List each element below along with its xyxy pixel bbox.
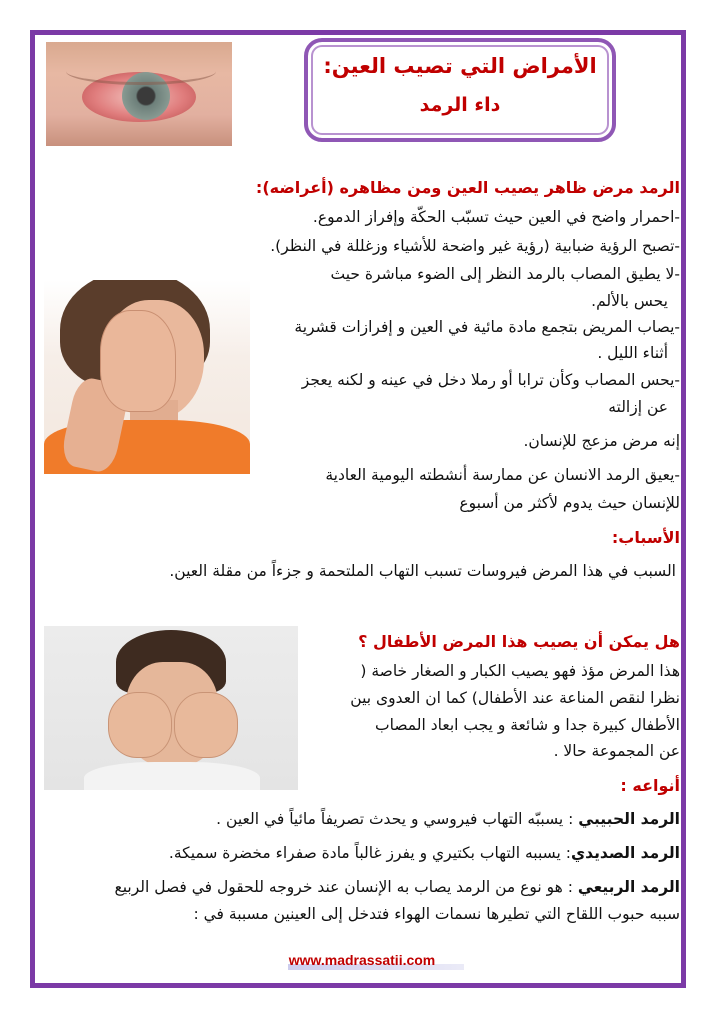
children-line: هذا المرض مؤذ فهو يصيب الكبار و الصغار خاصة ( (360, 662, 680, 680)
children-line: عن المجموعة حالا . (553, 742, 680, 760)
woman-rubbing-eye-photo (44, 280, 250, 474)
symptoms-heading: الرمد مرض ظاهر يصيب العين ومن مظاهره (أعراضه): (255, 178, 680, 197)
children-line: الأطفال كبيرة جدا و شائعة و يجب ابعاد المصاب (375, 716, 680, 734)
symptom-line: إنه مرض مزعج للإنسان. (523, 432, 680, 450)
symptom-line: عن إزالته (608, 398, 668, 416)
page-subtitle: داء الرمد (419, 94, 501, 116)
symptom-line: -يصاب المريض بتجمع مادة مائية في العين و إفرازات قشرية (294, 318, 680, 336)
children-heading: هل يمكن أن يصيب هذا المرض الأطفال ؟ (358, 632, 680, 651)
symptom-line: -يعيق الرمد الانسان عن ممارسة أنشطته اليومية العادية (325, 466, 680, 484)
symptom-line: -لا يطيق المصاب بالرمد النظر إلى الضوء مباشرة حيث (330, 265, 680, 283)
symptom-line: -تصبح الرؤية ضبابية (رؤية غير واضحة للأشياء وزغللة في النظر). (270, 237, 680, 255)
type-item-purulent: الرمد الصديدي: يسببه التهاب بكتيري و يفرز غالباً مادة صفراء مخضرة سميكة. (168, 844, 680, 862)
child-rubbing-eyes-photo (44, 626, 298, 790)
website-link[interactable]: www.madrassatii.com (288, 952, 436, 968)
causes-text: السبب في هذا المرض فيروسات تسبب التهاب الملتحمة و جزءاً من مقلة العين. (169, 562, 676, 580)
causes-heading: الأسباب: (611, 528, 680, 547)
symptom-line: -احمرار واضح في العين حيث تسبّب الحكّة وإفراز الدموع. (312, 208, 680, 226)
types-heading: أنواعه : (620, 776, 680, 795)
type-item-spring-continuation: سببه حبوب اللقاح التي تطيرها نسمات الهواء فتدخل إلى العينين مسببة في : (193, 905, 680, 923)
symptom-line: للإنسان حيث يدوم لأكثر من أسبوع (459, 494, 680, 512)
type-item-granular: الرمد الحبيبي : يسببّه التهاب فيروسي و يحدث تصريفاً مائياً في العين . (216, 810, 680, 828)
page-title: الأمراض التي تصيب العين: (323, 54, 597, 78)
symptom-line: يحس بالألم. (591, 292, 668, 310)
symptom-line: -يحس المصاب وكأن ترابا أو رملا دخل في عينه و لكنه يعجز (301, 371, 680, 389)
red-eye-photo (46, 42, 232, 146)
type-item-spring: الرمد الربيعي : هو نوع من الرمد يصاب به الإنسان عند خروجه للحقول في فصل الربيع (114, 878, 680, 896)
children-line: نظرا لنقص المناعة عند الأطفال) كما ان العدوى بين (350, 689, 680, 707)
title-box (304, 38, 616, 142)
symptom-line: أثناء الليل . (597, 344, 668, 362)
